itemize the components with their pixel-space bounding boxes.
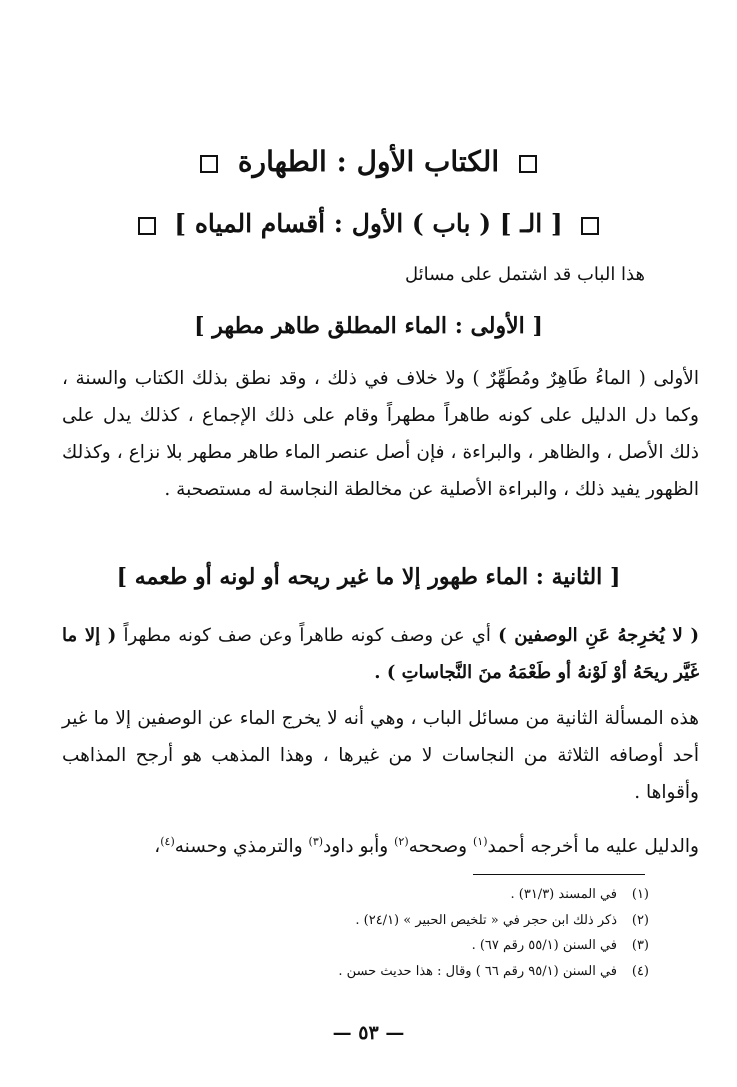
footnote-item	[60, 959, 649, 985]
footnote-number: (٢)	[631, 912, 649, 928]
chapter-title	[0, 202, 737, 246]
footnote-item	[60, 933, 649, 959]
footnote-text: في السنن (٩٥/١ رقم ٦٦ ) وقال : هذا حديث حسن .	[338, 963, 617, 979]
evidence-text: وصححه	[408, 836, 473, 858]
footnote-divider	[473, 874, 645, 875]
footnote-item	[60, 882, 649, 908]
book-title-text: الكتاب الأول : الطهارة	[237, 145, 500, 178]
footnote-text: في المسند (٣١/٣) .	[510, 887, 617, 902]
footnote-number: (٣)	[631, 938, 649, 953]
footnote-ref[interactable]: (٤)	[160, 835, 175, 848]
evidence-text: ،	[154, 836, 161, 858]
evidence-text: والدليل عليه ما أخرجه أحمد	[487, 836, 699, 858]
matn-bold-1: ( لا يُخرِجهُ عَنِ الوصفين )	[498, 625, 699, 646]
evidence-text: والترمذي وحسنه	[174, 836, 309, 858]
matn-bold-2: ( إلا ما غَيَّر ريحَهُ أوْ لَوْنهُ أو طَعْمَهُ منَ النَّجاساتِ ) .	[62, 625, 699, 683]
footnote-ref[interactable]: (٢)	[394, 835, 409, 848]
evidence-text: وأبو داود	[323, 836, 395, 858]
footnote-ref[interactable]: (٣)	[308, 835, 324, 848]
intro-line: هذا الباب قد اشتمل على مسائل	[404, 264, 645, 285]
page-number: — ٥٣ —	[332, 1022, 405, 1044]
footnote-text: ذكر ذلك ابن حجر في « تلخيص الحبير » (٢٤/١) .	[355, 912, 617, 928]
evidence-line	[62, 823, 699, 865]
issue2-explanation: هذه المسألة الثانية من مسائل الباب ، وهي أنه لا يخرج الماء عن الوصفين إلا ما غير أحد أوصافه الثلاثة من النجاسات لا من غيرها ، وهذا المذهب هو أرجح المذاهب وأقواها .	[62, 708, 699, 803]
issue2-heading: [ الثانية : الماء طهور إلا ما غير ريحه أو لونه أو طعمه ]	[116, 564, 621, 590]
footnote-number: (٤)	[631, 963, 649, 979]
footnote-number: (١)	[631, 887, 649, 902]
sharh-text-1: أي عن وصف كونه طاهراً وعن صف كونه مطهراً	[116, 625, 499, 646]
issue2-text-paragraph	[62, 617, 699, 691]
chapter-title-text: [ الـ ] ( باب ) الأول : أقسام المياه ]	[174, 209, 563, 238]
footnote-text: في السنن (٥٥/١ رقم ٦٧) .	[471, 938, 617, 953]
square-ornament-icon	[519, 155, 537, 173]
square-ornament-icon	[138, 217, 156, 235]
footnotes	[60, 882, 649, 984]
square-ornament-icon	[200, 155, 218, 173]
issue1-paragraph: الأولى ( الماءُ طَاهِرٌ ومُطَهِّرٌ ) ولا خلاف في ذلك ، وقد نطق بذلك الكتاب والسنة ، وكما دل الدليل على كونه طاهراً مطهراً وقام على ذلك الإجماع ، كذلك يدل على ذلك الأصل ، والظاهر ، والبراءة ، فإن أصل عنصر الماء طاهر مطهر بلا نزاع ، وكذلك الظهور يفيد ذلك ، والبراءة الأصلية عن مخالطة النجاسة له مستصحبة .	[62, 368, 699, 500]
footnote-item	[60, 908, 649, 934]
book-title	[0, 140, 737, 184]
footnote-ref[interactable]: (١)	[472, 835, 488, 848]
square-ornament-icon	[581, 217, 599, 235]
issue1-heading: [ الأولى : الماء المطلق طاهر مطهر ]	[194, 313, 543, 339]
